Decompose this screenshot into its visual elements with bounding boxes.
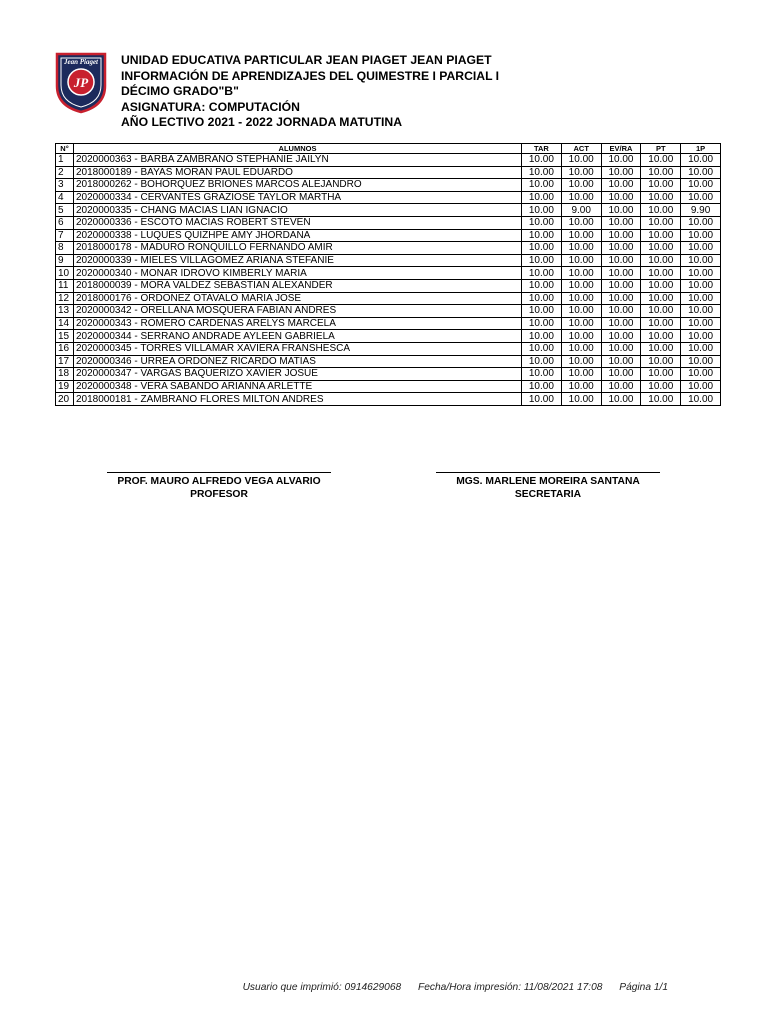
logo-text: Jean Piaget [63,58,99,66]
grade-evra: 10.00 [601,216,641,229]
column-header-pt: PT [641,144,681,154]
grade-pt: 10.00 [641,204,681,217]
student-name: 2020000346 - URREA ORDOÑEZ RICARDO MATIAS [74,355,522,368]
table-row [56,393,721,406]
table-row [56,292,721,305]
row-number: 3 [56,179,74,192]
grade-tar: 10.00 [522,216,562,229]
student-name: 2020000363 - BARBA ZAMBRANO STEPHANIE JAILYN [74,154,522,167]
grade-1p: 10.00 [681,355,721,368]
grade-tar: 10.00 [522,330,562,343]
grade-tar: 10.00 [522,380,562,393]
grade-tar: 10.00 [522,191,562,204]
grade-pt: 10.00 [641,355,681,368]
student-name: 2020000348 - VERA SABANDO ARIANNA ARLETTE [74,380,522,393]
school-year-label: AÑO LECTIVO 2021 - 2022 JORNADA MATUTINA [121,115,403,130]
page-number: Página 1/1 [619,982,668,993]
grade-1p: 10.00 [681,317,721,330]
column-header-act: ACT [561,144,601,154]
table-row [56,267,721,280]
student-name: 2018000189 - BAYAS MORAN PAUL EDUARDO [74,166,522,179]
grade-tar: 10.00 [522,368,562,381]
student-name: 2020000343 - ROMERO CARDENAS ARELYS MARCELA [74,317,522,330]
table-header-row [56,144,721,154]
grade-1p: 10.00 [681,154,721,167]
table-row [56,154,721,167]
table-row [56,368,721,381]
grade-1p: 10.00 [681,242,721,255]
grade-pt: 10.00 [641,191,681,204]
grade-1p: 10.00 [681,342,721,355]
grade-evra: 10.00 [601,179,641,192]
grade-pt: 10.00 [641,179,681,192]
grade-pt: 10.00 [641,267,681,280]
table-row [56,305,721,318]
secretary-role: SECRETARIA [514,489,582,500]
row-number: 16 [56,342,74,355]
grade-act: 10.00 [561,229,601,242]
student-name: 2020000342 - ORELLANA MOSQUERA FABIAN ANDRES [74,305,522,318]
grade-pt: 10.00 [641,368,681,381]
table-row [56,204,721,217]
table-row [56,380,721,393]
row-number: 13 [56,305,74,318]
row-number: 5 [56,204,74,217]
grade-act: 10.00 [561,216,601,229]
table-row [56,229,721,242]
grade-pt: 10.00 [641,154,681,167]
grade-act: 10.00 [561,380,601,393]
student-name: 2020000347 - VARGAS BAQUERIZO XAVIER JOSUE [74,368,522,381]
grade-pt: 10.00 [641,342,681,355]
grade-1p: 10.00 [681,305,721,318]
table-row [56,317,721,330]
grade-tar: 10.00 [522,179,562,192]
column-header-tar: TAR [522,144,562,154]
document-header [121,53,499,131]
print-footer [243,982,668,993]
grade-evra: 10.00 [601,229,641,242]
grade-1p: 10.00 [681,179,721,192]
report-title: INFORMACIÓN DE APRENDIZAJES DEL QUIMESTRE I PARCIAL I [121,68,500,83]
grade-pt: 10.00 [641,216,681,229]
grade-act: 10.00 [561,254,601,267]
grade-evra: 10.00 [601,204,641,217]
grade-evra: 10.00 [601,305,641,318]
column-header-students: ALUMNOS [74,144,522,154]
grade-act: 10.00 [561,393,601,406]
grade-tar: 10.00 [522,229,562,242]
grade-act: 10.00 [561,279,601,292]
grade-tar: 10.00 [522,267,562,280]
student-name: 2018000039 - MORA VALDEZ SEBASTIAN ALEXANDER [74,279,522,292]
row-number: 17 [56,355,74,368]
grade-tar: 10.00 [522,154,562,167]
grade-act: 10.00 [561,191,601,204]
student-name: 2018000181 - ZAMBRANO FLORES MILTON ANDRES [74,393,522,406]
grade-1p: 10.00 [681,166,721,179]
grade-evra: 10.00 [601,368,641,381]
teacher-signature [107,472,331,501]
grade-act: 10.00 [561,305,601,318]
grade-evra: 10.00 [601,355,641,368]
column-header-number: N° [56,144,74,154]
table-row [56,330,721,343]
grade-act: 10.00 [561,179,601,192]
row-number: 12 [56,292,74,305]
row-number: 11 [56,279,74,292]
grades-table-body [56,154,721,406]
grade-tar: 10.00 [522,393,562,406]
grade-evra: 10.00 [601,191,641,204]
grade-evra: 10.00 [601,393,641,406]
grade-1p: 10.00 [681,216,721,229]
grade-act: 10.00 [561,166,601,179]
table-row [56,191,721,204]
grade-tar: 10.00 [522,204,562,217]
student-name: 2018000178 - MADURO RONQUILLO FERNANDO AMIR [74,242,522,255]
grade-tar: 10.00 [522,292,562,305]
row-number: 1 [56,154,74,167]
student-name: 2020000338 - LUQUES QUIZHPE AMY JHORDANA [74,229,522,242]
grade-1p: 9.90 [681,204,721,217]
column-header-evra: EV/RA [601,144,641,154]
teacher-name: PROF. MAURO ALFREDO VEGA ALVARIO [117,476,321,487]
grade-1p: 10.00 [681,254,721,267]
grade-pt: 10.00 [641,229,681,242]
row-number: 18 [56,368,74,381]
column-header-1p: 1P [681,144,721,154]
secretary-signature [436,472,660,501]
grade-pt: 10.00 [641,279,681,292]
subject-label: ASIGNATURA: COMPUTACIÓN [121,99,300,114]
grade-evra: 10.00 [601,254,641,267]
student-name: 2018000262 - BOHORQUEZ BRIONES MARCOS ALEJANDRO [74,179,522,192]
grade-label: DÉCIMO GRADO"B" [121,84,239,99]
row-number: 19 [56,380,74,393]
grade-tar: 10.00 [522,305,562,318]
grade-tar: 10.00 [522,317,562,330]
grade-pt: 10.00 [641,317,681,330]
grade-evra: 10.00 [601,154,641,167]
grade-1p: 10.00 [681,380,721,393]
grade-tar: 10.00 [522,166,562,179]
student-name: 2018000176 - ORDOÑEZ OTAVALO MARIA JOSE [74,292,522,305]
table-row [56,166,721,179]
row-number: 8 [56,242,74,255]
student-name: 2020000345 - TORRES VILLAMAR XAVIERA FRANSHESCA [74,342,522,355]
grade-act: 10.00 [561,242,601,255]
row-number: 10 [56,267,74,280]
grade-pt: 10.00 [641,393,681,406]
row-number: 14 [56,317,74,330]
grade-act: 9.00 [561,204,601,217]
school-name: UNIDAD EDUCATIVA PARTICULAR JEAN PIAGET JEAN PIAGET [121,53,492,67]
grade-act: 10.00 [561,355,601,368]
row-number: 2 [56,166,74,179]
teacher-role: PROFESOR [190,489,248,500]
grade-pt: 10.00 [641,166,681,179]
grade-tar: 10.00 [522,254,562,267]
row-number: 20 [56,393,74,406]
grade-1p: 10.00 [681,229,721,242]
grade-tar: 10.00 [522,279,562,292]
grade-1p: 10.00 [681,368,721,381]
grade-evra: 10.00 [601,279,641,292]
table-row [56,216,721,229]
student-name: 2020000336 - ESCOTO MACIAS ROBERT STEVEN [74,216,522,229]
grade-evra: 10.00 [601,166,641,179]
student-name: 2020000335 - CHANG MACIAS LIAN IGNACIO [74,204,522,217]
grade-act: 10.00 [561,330,601,343]
grade-pt: 10.00 [641,330,681,343]
grade-evra: 10.00 [601,267,641,280]
row-number: 4 [56,191,74,204]
grade-1p: 10.00 [681,292,721,305]
table-row [56,342,721,355]
grade-1p: 10.00 [681,267,721,280]
grade-act: 10.00 [561,267,601,280]
grade-evra: 10.00 [601,317,641,330]
grade-act: 10.00 [561,342,601,355]
table-row [56,254,721,267]
grade-tar: 10.00 [522,242,562,255]
student-name: 2020000344 - SERRANO ANDRADE AYLEEN GABRIELA [74,330,522,343]
grade-evra: 10.00 [601,292,641,305]
student-name: 2020000334 - CERVANTES GRAZIOSE TAYLOR MARTHA [74,191,522,204]
row-number: 6 [56,216,74,229]
grade-pt: 10.00 [641,380,681,393]
grade-act: 10.00 [561,292,601,305]
table-row [56,179,721,192]
grade-evra: 10.00 [601,342,641,355]
grades-table [55,143,721,406]
grade-1p: 10.00 [681,393,721,406]
grade-pt: 10.00 [641,254,681,267]
grade-act: 10.00 [561,317,601,330]
grade-act: 10.00 [561,368,601,381]
table-row [56,242,721,255]
grade-act: 10.00 [561,154,601,167]
row-number: 15 [56,330,74,343]
grade-evra: 10.00 [601,242,641,255]
grade-1p: 10.00 [681,279,721,292]
grade-1p: 10.00 [681,330,721,343]
row-number: 7 [56,229,74,242]
grade-tar: 10.00 [522,342,562,355]
grade-1p: 10.00 [681,191,721,204]
print-datetime: Fecha/Hora impresión: 11/08/2021 17:08 [418,982,603,993]
student-name: 2020000339 - MIELES VILLAGOMEZ ARIANA STEFANIE [74,254,522,267]
print-user: Usuario que imprimió: 0914629068 [242,982,402,993]
student-name: 2020000340 - MONAR IDROVO KIMBERLY MARIA [74,267,522,280]
grade-pt: 10.00 [641,242,681,255]
grade-evra: 10.00 [601,330,641,343]
grade-tar: 10.00 [522,355,562,368]
grade-pt: 10.00 [641,292,681,305]
school-logo [53,50,109,114]
row-number: 9 [56,254,74,267]
table-row [56,279,721,292]
table-row [56,355,721,368]
logo-monogram: JP [73,75,89,90]
grade-evra: 10.00 [601,380,641,393]
grade-pt: 10.00 [641,305,681,318]
secretary-name: MGS. MARLENE MOREIRA SANTANA [456,476,640,487]
